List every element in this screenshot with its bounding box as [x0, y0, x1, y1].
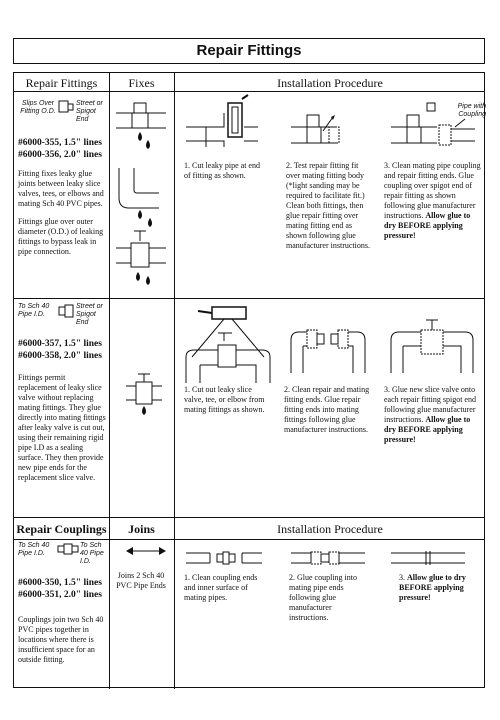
leaky-fittings-drawing	[114, 98, 169, 293]
page-title: Repair Fittings	[13, 38, 485, 64]
header-joins: Joins	[128, 522, 155, 536]
model-6000-358: #6000-358, 2.0" lines	[18, 351, 102, 361]
fitting-icon	[58, 100, 74, 114]
joined-pipes-drawing	[389, 551, 469, 565]
section1-description-2: Fittings glue over outer diameter (O.D.) of leaking fittings to bypass leak in pipe connection.	[18, 217, 104, 256]
street-spigot-label-2: Street or Spigot End	[76, 303, 103, 326]
model-6000-350: #6000-350, 1.5" lines	[18, 578, 102, 588]
model-6000-357: #6000-357, 1.5" lines	[18, 339, 102, 349]
header-divider-2	[14, 539, 484, 540]
street-spigot-label: Street or Spigot End	[76, 100, 103, 123]
fitting-icon-2	[58, 304, 74, 318]
slips-over-label: Slips Over Fitting O.D.	[20, 100, 56, 115]
leaky-valve-drawing	[124, 368, 164, 418]
section1-description-1: Fitting fixes leaky glue joints between leaky slice valves, tees, or elbows and mating Sch 40 PVC pipes.	[18, 169, 104, 208]
coupling-left-label: To Sch 40 Pipe I.D.	[18, 542, 50, 557]
join-arrows-icon	[126, 545, 166, 557]
section3-step2: 2. Glue coupling into mating pipe ends following glue manufacturer instructions.	[289, 573, 357, 622]
section3-step1: 1. Clean coupling ends and inner surface of mating pipes.	[184, 573, 258, 602]
glue-new-valve-drawing	[389, 318, 479, 383]
header-installation-procedure-2: Installation Procedure	[277, 522, 383, 536]
header-divider	[14, 91, 484, 92]
model-6000-355: #6000-355, 1.5" lines	[18, 138, 102, 148]
glue-coupling-into-pipe-drawing	[289, 551, 369, 565]
section-divider-1	[14, 298, 484, 299]
joins-description: Joins 2 Sch 40 PVC Pipe Ends	[116, 571, 166, 590]
clean-coupling-drawing	[184, 551, 264, 565]
section1-step1: 1. Cut leaky pipe at end of fitting as shown.	[184, 161, 260, 180]
section2-step1: 1. Cut out leaky slice valve, tee, or elbow from mating fittings as shown.	[184, 385, 265, 414]
section2-description: Fittings permit replacement of leaky slice valve without replacing mating fittings. They glue directly into mating fittings after leaky valve is cut out, using their remaining rigid pipe I.D as a sealing surface. They then provide new pipe ends for the replacement slice valve.	[18, 373, 106, 482]
model-6000-351: #6000-351, 2.0" lines	[18, 590, 102, 600]
coupling-icon	[57, 543, 79, 555]
header-repair-couplings: Repair Couplings	[16, 522, 107, 536]
cut-valve-drawing	[184, 305, 274, 385]
section1-step3: 3. Clean mating pipe coupling and repair fitting ends. Glue coupling over spigot end of repair fitting as shown following glue manufacturer instructions. Allow glue to dry BEFORE applying pressure!	[384, 161, 481, 240]
section3-description: Couplings join two Sch 40 PVC pipes together in locations where there is insufficient space for an outside fitting.	[18, 615, 104, 664]
section2-step2: 2. Clean repair and mating fitting ends. Glue repair fitting ends into mating fittings following glue manufacturer instructions.	[284, 385, 370, 434]
header-fixes: Fixes	[128, 76, 155, 90]
model-6000-356: #6000-356, 2.0" lines	[18, 150, 102, 160]
glue-repair-fittings-drawing	[289, 328, 369, 383]
repair-fittings-table	[13, 72, 485, 688]
column-divider-2	[174, 73, 175, 689]
header-installation-procedure: Installation Procedure	[277, 76, 383, 90]
to-sch40-label: To Sch 40 Pipe I.D.	[18, 303, 50, 318]
cut-pipe-drawing	[184, 95, 264, 155]
column-divider-1	[109, 73, 110, 689]
section2-step3: 3. Glue new slice valve onto each repair fitting spigot end following glue manufacturer instructions. Allow glue to dry BEFORE applying pressure!	[384, 385, 476, 444]
section3-step3: 3. Allow glue to dry BEFORE applying pressure!	[399, 573, 466, 602]
coupling-right-label: To Sch 40 Pipe I.D.	[80, 542, 104, 565]
test-fit-drawing	[289, 111, 359, 155]
header-repair-fittings: Repair Fittings	[25, 76, 98, 90]
pipe-coupling-label: Pipe with Coupling	[457, 103, 486, 118]
section-divider-2	[14, 517, 484, 518]
section1-step2: 2. Test repair fitting fit over mating fitting body (*light sanding may be required to facilitate fit.) Clean both fittings, then glue repair fitting over mating fitting end as shown following glue manufacturer instructions.	[286, 161, 370, 250]
